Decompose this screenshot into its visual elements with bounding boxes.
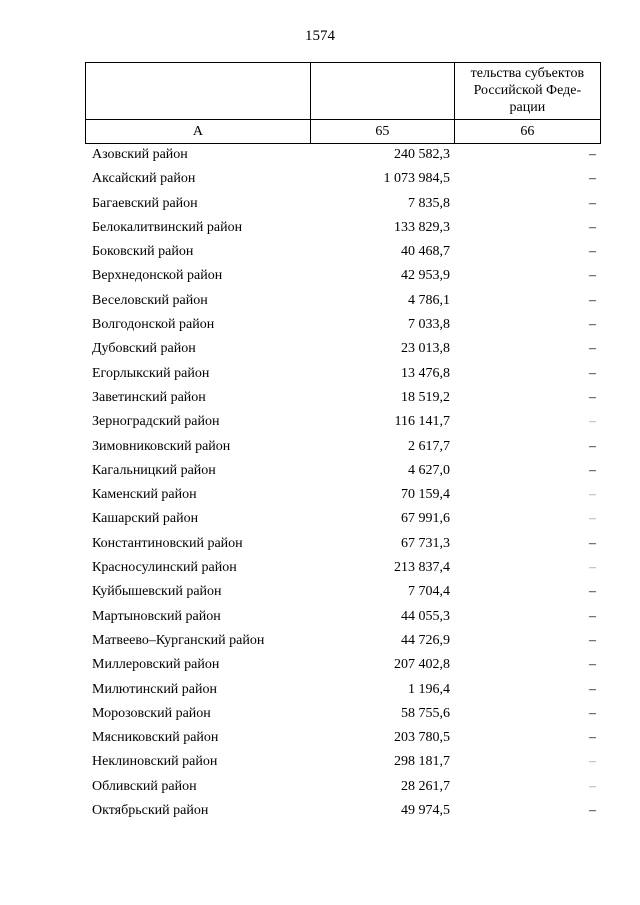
district-value: 207 402,8: [394, 657, 450, 673]
table-row: [0, 216, 640, 240]
column-66-value: –: [589, 365, 596, 381]
district-name: Куйбышевский район: [92, 584, 222, 600]
district-name: Неклиновский район: [92, 754, 218, 770]
column-66-value: –: [589, 584, 596, 600]
column-66-value: –: [589, 219, 596, 235]
district-name: Верхнедонской район: [92, 268, 223, 284]
column-66-value: –: [589, 414, 596, 430]
table-row: [0, 362, 640, 386]
district-name: Заветинский район: [92, 389, 206, 405]
district-value: 18 519,2: [401, 389, 450, 405]
district-value: 49 974,5: [401, 803, 450, 819]
header-col66-line3: рации: [509, 100, 546, 115]
district-name: Кашарский район: [92, 511, 199, 527]
district-name: Дубовский район: [92, 341, 196, 357]
district-name: Матвеево–Курганский район: [92, 632, 265, 648]
column-66-value: –: [589, 244, 596, 260]
district-value: 7 033,8: [408, 317, 450, 333]
table-row: [0, 556, 640, 580]
header-cell-66: [454, 63, 600, 120]
table-row: [0, 483, 640, 507]
column-index-65: 65: [310, 120, 454, 144]
table-row: [0, 775, 640, 799]
table-row: [0, 167, 640, 191]
table-row: [0, 580, 640, 604]
table-row: [0, 532, 640, 556]
district-name: Боковский район: [92, 244, 194, 260]
column-66-value: –: [589, 438, 596, 454]
table-row: [0, 653, 640, 677]
district-name: Миллеровский район: [92, 657, 220, 673]
district-name: Веселовский район: [92, 292, 208, 308]
district-name: Зимовниковский район: [92, 438, 231, 454]
column-66-value: –: [589, 389, 596, 405]
district-name: Аксайский район: [92, 171, 196, 187]
column-66-value: –: [589, 705, 596, 721]
district-value: 4 786,1: [408, 292, 450, 308]
column-66-value: –: [589, 754, 596, 770]
header-cell-65: [310, 63, 454, 120]
district-name: Мясниковский район: [92, 730, 219, 746]
column-66-value: –: [589, 292, 596, 308]
table-row: [0, 264, 640, 288]
table-row: [0, 799, 640, 823]
table-row: [0, 726, 640, 750]
header-cell-name: [86, 63, 311, 120]
district-name: Кагальницкий район: [92, 462, 216, 478]
table-row: [0, 192, 640, 216]
district-value: 2 617,7: [408, 438, 450, 454]
district-name: Константиновский район: [92, 535, 243, 551]
table-row: [0, 678, 640, 702]
district-name: Милютинский район: [92, 681, 218, 697]
column-66-value: –: [589, 317, 596, 333]
district-name: Зерноградский район: [92, 414, 220, 430]
district-value: 133 829,3: [394, 219, 450, 235]
district-value: 40 468,7: [401, 244, 450, 260]
table-row: [0, 313, 640, 337]
district-name: Мартыновский район: [92, 608, 221, 624]
column-66-value: –: [589, 147, 596, 162]
district-value: 13 476,8: [401, 365, 450, 381]
district-value: 203 780,5: [394, 730, 450, 746]
column-66-value: –: [589, 632, 596, 648]
district-name: Октябрьский район: [92, 803, 209, 819]
district-value: 58 755,6: [401, 705, 450, 721]
district-value: 1 073 984,5: [383, 171, 450, 187]
column-66-value: –: [589, 803, 596, 819]
column-66-value: –: [589, 657, 596, 673]
district-name: Каменский район: [92, 487, 197, 503]
column-66-value: –: [589, 171, 596, 187]
table-row: [0, 702, 640, 726]
column-66-value: –: [589, 778, 596, 794]
district-value: 70 159,4: [401, 487, 450, 503]
column-66-value: –: [589, 730, 596, 746]
district-value: 7 704,4: [408, 584, 450, 600]
district-name: Волгодонской район: [92, 317, 215, 333]
column-66-value: –: [589, 268, 596, 284]
page-number: 1574: [305, 28, 335, 44]
table-header: [85, 62, 601, 144]
column-index-66: 66: [454, 120, 600, 144]
district-name: Обливский район: [92, 778, 197, 794]
table-row: [0, 435, 640, 459]
table-row: [0, 386, 640, 410]
district-value: 67 991,6: [401, 511, 450, 527]
table-row: [0, 143, 640, 167]
district-value: 23 013,8: [401, 341, 450, 357]
district-value: 213 837,4: [394, 560, 450, 576]
district-value: 1 196,4: [408, 681, 450, 697]
header-row: [86, 63, 601, 120]
district-name: Азовский район: [92, 147, 188, 162]
header-col66-line2: Российской Феде-: [473, 83, 582, 98]
district-value: 7 835,8: [408, 195, 450, 211]
district-value: 298 181,7: [394, 754, 450, 770]
district-value: 44 055,3: [401, 608, 450, 624]
district-value: 4 627,0: [408, 462, 450, 478]
table-row: [0, 289, 640, 313]
column-66-value: –: [589, 487, 596, 503]
district-value: 44 726,9: [401, 632, 450, 648]
district-name: Белокалитвинский район: [92, 219, 243, 235]
district-name: Морозовский район: [92, 705, 211, 721]
district-name: Багаевский район: [92, 195, 198, 211]
table-body: [0, 143, 640, 823]
district-value: 67 731,3: [401, 535, 450, 551]
column-66-value: –: [589, 195, 596, 211]
column-66-value: –: [589, 535, 596, 551]
table-row: [0, 750, 640, 774]
column-index-row: [86, 120, 601, 144]
column-66-value: –: [589, 462, 596, 478]
table-row: [0, 507, 640, 531]
table-row: [0, 459, 640, 483]
district-value: 42 953,9: [401, 268, 450, 284]
column-66-value: –: [589, 560, 596, 576]
district-name: Егорлыкский район: [92, 365, 210, 381]
table-row: [0, 629, 640, 653]
district-value: 116 141,7: [394, 414, 450, 430]
table-row: [0, 605, 640, 629]
column-index-a: А: [86, 120, 311, 144]
column-66-value: –: [589, 608, 596, 624]
district-value: 28 261,7: [401, 778, 450, 794]
table-row: [0, 410, 640, 434]
district-name: Красносулинский район: [92, 560, 237, 576]
column-66-value: –: [589, 681, 596, 697]
table-row: [0, 337, 640, 361]
column-66-value: –: [589, 341, 596, 357]
district-value: 240 582,3: [394, 147, 450, 162]
table-row: [0, 240, 640, 264]
header-col66-line1: тельства субъектов: [470, 66, 585, 81]
column-66-value: –: [589, 511, 596, 527]
